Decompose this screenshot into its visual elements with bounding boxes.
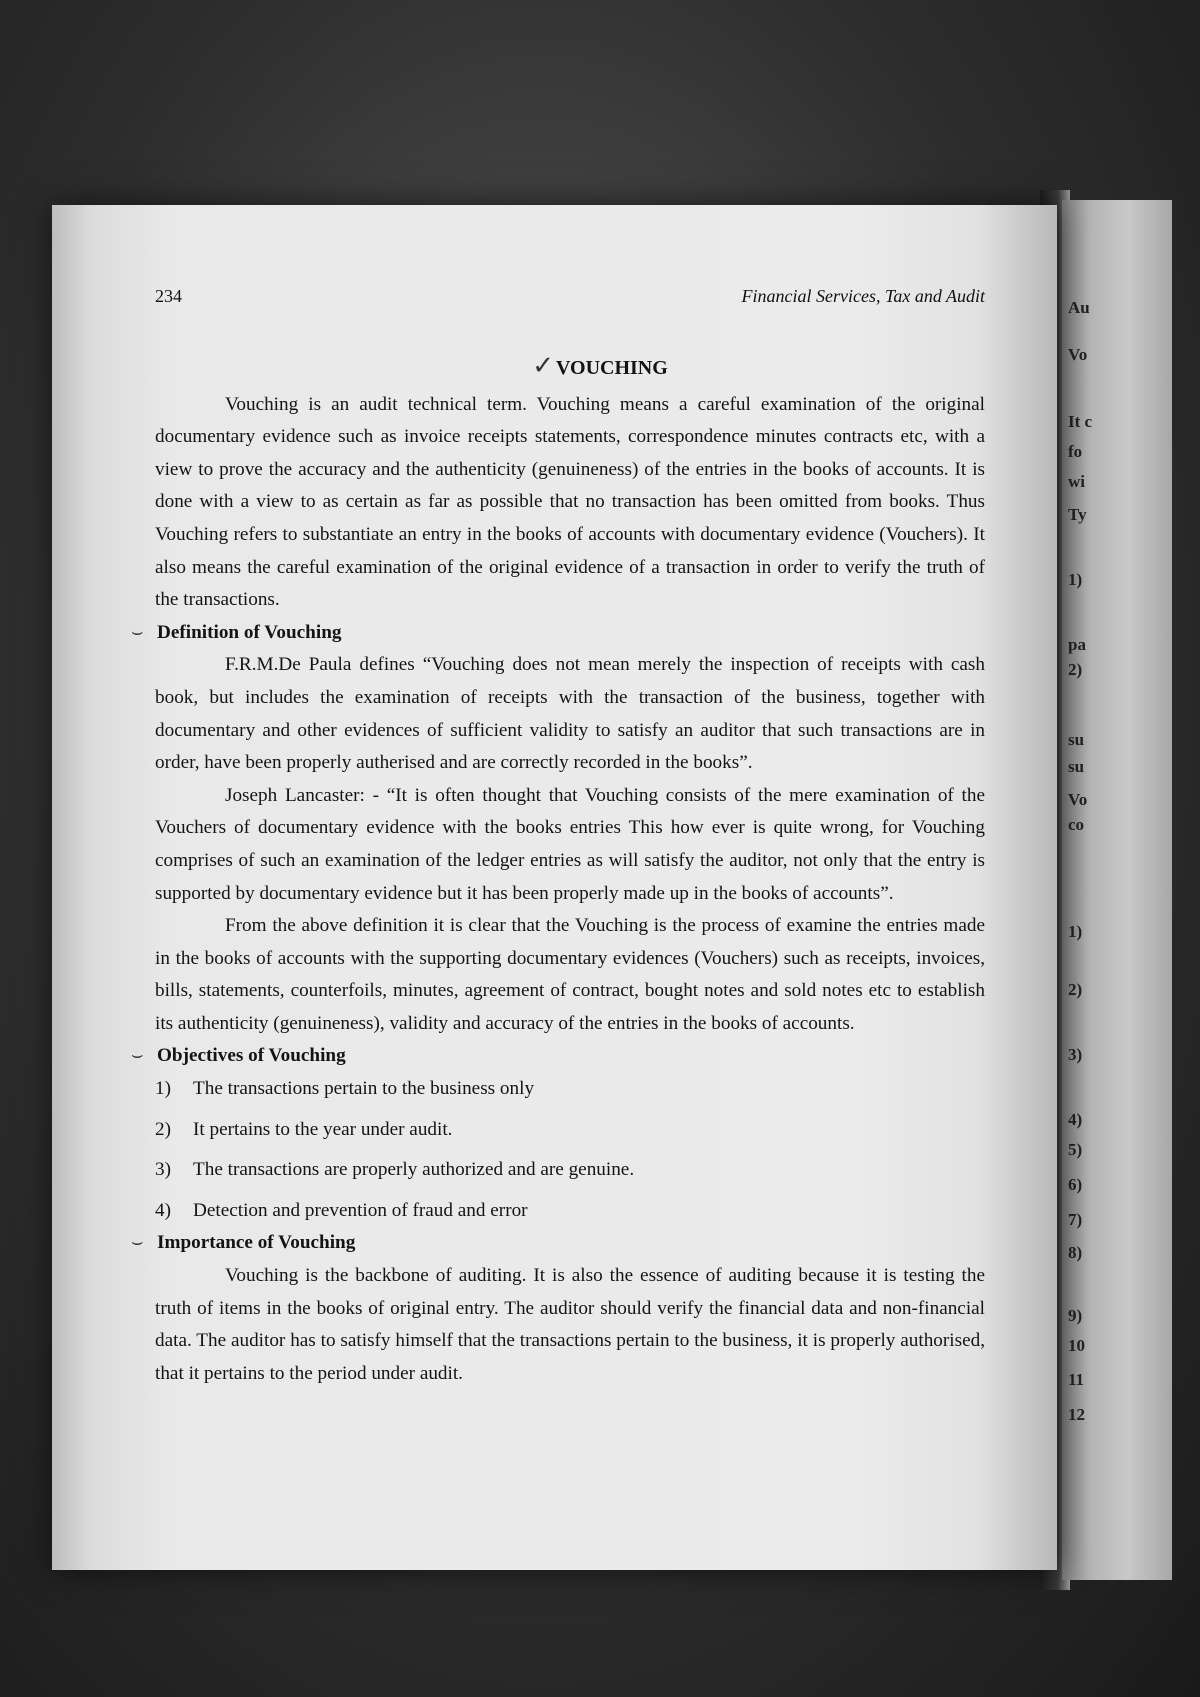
facing-page-fragment: 6) <box>1068 1175 1083 1194</box>
facing-page-fragment: Ty <box>1068 505 1087 524</box>
facing-page-fragment: It c <box>1068 412 1093 431</box>
facing-page-fragment: 1) <box>1068 570 1083 589</box>
facing-page-fragment: su <box>1068 730 1085 749</box>
list-item-text: The transactions pertain to the business only <box>193 1078 535 1100</box>
facing-page-fragment: wi <box>1068 472 1085 491</box>
list-item <box>155 1114 985 1147</box>
facing-page-fragment: Au <box>1068 298 1090 317</box>
pencil-mark-icon: ⌣ <box>131 621 144 643</box>
running-head: Financial Services, Tax and Audit <box>741 286 985 306</box>
objectives-heading <box>131 1040 985 1073</box>
list-item <box>155 1195 985 1228</box>
list-item-text: It pertains to the year under audit. <box>193 1118 453 1140</box>
definition-paragraph: F.R.M.De Paula defines “Vouching does not mean merely the inspection of receipts with cash book, but includes the examination of receipts with the transaction of the business, together with documentary and other evidences of sufficient validity to satisfy an auditor that such transactions are in order, have been properly autherised and are correctly recorded in the books”. <box>155 654 985 774</box>
importance-heading <box>131 1227 985 1260</box>
facing-page-fragment: 9) <box>1068 1306 1083 1325</box>
chapter-title-text: VOUCHING <box>555 357 668 379</box>
list-item-number: 2) <box>155 1118 171 1140</box>
checkmark-icon: ✓ <box>532 351 554 380</box>
facing-page-fragment: 5) <box>1068 1140 1083 1159</box>
list-item-number: 3) <box>155 1159 171 1181</box>
chapter-title <box>155 350 985 385</box>
facing-page-fragment: su <box>1068 757 1085 776</box>
facing-page-fragment: fo <box>1068 442 1083 461</box>
intro-paragraph: Vouching is an audit technical term. Vouching means a careful examination of the original documentary evidence such as invoice receipts statements, correspondence minutes contracts etc, with a view to prove the accuracy and the authenticity (genuineness) of the entries in the books of accounts. It is done with a view to as certain as far as possible that no transaction has been omitted from books. Thus Vouching refers to substantiate an entry in the books of accounts with documentary evidence (Vouchers). It also means the careful examination of the original evidence of a transaction in order to verify the truth of the transactions. <box>155 393 985 611</box>
list-item <box>155 1073 985 1106</box>
definition-paragraph: Joseph Lancaster: - “It is often thought that Vouching consists of the mere examination of the Vouchers of documentary evidence with the books entries This how ever is quite wrong, for Vouching comprises of such an examination of the ledger entries as will satisfy the auditor, not only that the entry is supported by documentary evidence but it has been properly made up in the books of accounts”. <box>155 784 985 904</box>
facing-page-fragment: 4) <box>1068 1110 1083 1129</box>
facing-page-fragment: co <box>1068 815 1085 834</box>
facing-page-fragment: pa <box>1068 635 1086 654</box>
page-content <box>131 350 985 1390</box>
facing-page-fragment: 8) <box>1068 1243 1083 1262</box>
pencil-mark-icon: ⌣ <box>131 1232 144 1254</box>
facing-page-fragment: 1) <box>1068 922 1083 941</box>
importance-heading-text: Importance of Vouching <box>157 1232 356 1254</box>
list-item-text: Detection and prevention of fraud and error <box>193 1199 528 1221</box>
objectives-heading-text: Objectives of Vouching <box>157 1045 346 1067</box>
list-item-text: The transactions are properly authorized and are genuine. <box>193 1159 635 1181</box>
facing-page-fragment: 2) <box>1068 660 1083 679</box>
facing-page-fragment: 2) <box>1068 980 1083 999</box>
objectives-list <box>155 1073 985 1227</box>
pencil-mark-icon: ⌣ <box>131 1045 144 1067</box>
definition-paragraph: From the above definition it is clear that the Vouching is the process of examine the entries made in the books of accounts with the supporting documentary evidences (Vouchers) such as receipts, invoices, bills, statements, counterfoils, minutes, agreement of contract, bought notes and sold notes etc to establish its authenticity (genuineness), validity and accuracy of the entries in the books of accounts. <box>155 915 985 1034</box>
list-item-number: 1) <box>155 1078 171 1100</box>
definition-heading-text: Definition of Vouching <box>157 621 342 643</box>
facing-page-fragment: 10 <box>1068 1336 1085 1355</box>
page-number: 234 <box>155 286 182 306</box>
facing-page-fragment: 3) <box>1068 1045 1083 1064</box>
facing-page-fragment: 7) <box>1068 1210 1083 1229</box>
facing-page-fragment: Vo <box>1068 790 1088 809</box>
importance-paragraph: Vouching is the backbone of auditing. It is also the essence of auditing because it is testing the truth of items in the books of original entry. The auditor should verify the financial data and non-financial data. The auditor has to satisfy himself that the transactions pertain to the business, it is properly authorised, that it pertains to the period under audit. <box>155 1265 985 1384</box>
definition-heading <box>131 617 985 650</box>
facing-page-fragment: Vo <box>1068 345 1088 364</box>
list-item <box>155 1154 985 1187</box>
facing-page-fragment: 12 <box>1068 1405 1085 1424</box>
facing-page-fragment: 11 <box>1068 1370 1085 1389</box>
list-item-number: 4) <box>155 1199 171 1221</box>
